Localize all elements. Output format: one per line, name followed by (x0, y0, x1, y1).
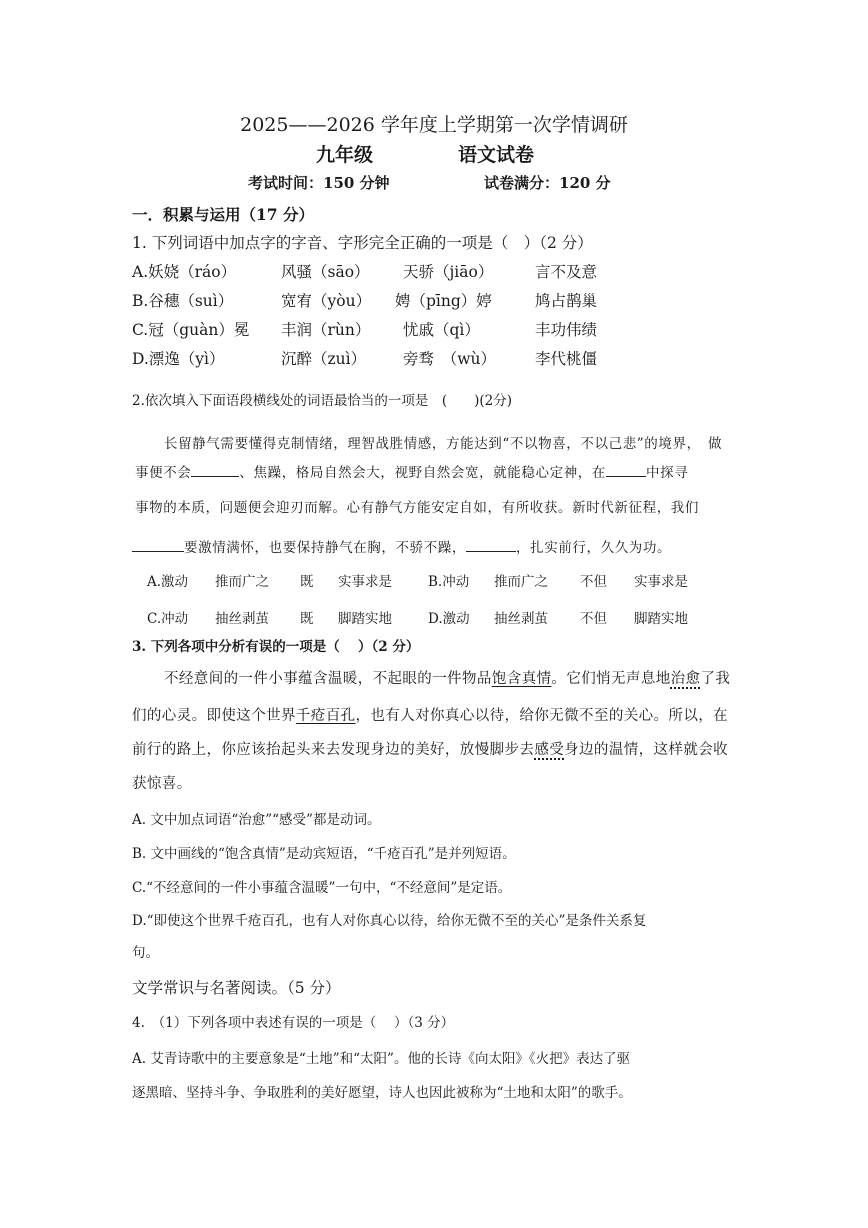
q2-option-d-word2: 抽丝剥茧 (494, 611, 548, 627)
q2-option-d-word3: 不但 (580, 611, 607, 627)
q1-option-c1: C.冠（guàn）冕 (132, 321, 250, 339)
q2-passage-line-3: 事物的本质，问题便会迎刃而解。心有静气方能安定自如，有所收获。新时代新征程，我们 (135, 500, 699, 516)
grade-label: 九年级 (316, 144, 374, 166)
q3-option-c: C.“不经意间的一件小事蕴含温暖”一句中，“不经意间”是定语。 (132, 880, 512, 896)
q3-text: 不经意间的一件小事蕴含温暖，不起眼的一件物品 (164, 671, 492, 687)
q2-passage-line-1: 长留静气需要懂得克制情绪，理智战胜情感，方能达到“不以物喜，不以己悲”的境界， 做 (164, 436, 723, 452)
q1-option-c3: 忧戚（qì） (403, 321, 480, 339)
q1-option-b3: 娉（pīng）婷 (395, 292, 492, 310)
exam-title: 2025——2026 学年度上学期第一次学情调研 (240, 114, 628, 136)
q2-option-d-word4: 脚踏实地 (634, 611, 688, 627)
q2-option-c-word1: C.冲动 (147, 611, 189, 627)
q3-option-a: A. 文中加点词语“治愈”“感受”都是动词。 (132, 812, 381, 828)
section-title: 一．积累与运用（17 分） (132, 205, 314, 224)
q2-option-a-word3: 既 (300, 574, 314, 590)
q1-option-a3: 天骄（jiāo） (403, 263, 494, 281)
q3-text: 前行的路上，你应该抬起头来去发现身边的美好，放慢脚步去 (132, 742, 535, 758)
q3-passage-line-4: 获惊喜。 (132, 776, 192, 792)
q2-text: 事便不会 (135, 465, 192, 481)
q1-option-b4: 鸠占鹊巢 (535, 292, 598, 310)
question-1-stem: 1. 下列词语中加点字的字音、字形完全正确的一项是（ ）（2 分） (132, 234, 593, 252)
q1-option-c4: 丰功伟绩 (535, 321, 598, 339)
q1-option-a4: 言不及意 (535, 263, 598, 281)
q3-text: 身边的温情，这样就会收 (564, 742, 729, 758)
question-3-stem: 3. 下列各项中分析有误的一项是（ ）（2 分） (132, 639, 420, 655)
q2-passage-line-2 (135, 461, 688, 481)
full-score: 试卷满分：120 分 (484, 174, 611, 192)
q3-passage-line-3 (132, 738, 728, 759)
q2-option-a-word1: A.激动 (147, 574, 189, 590)
q2-option-b-word2: 推而广之 (494, 574, 548, 590)
q2-option-b-word3: 不但 (580, 574, 607, 590)
q1-option-b1: B.谷穗（suì） (132, 292, 234, 310)
q1-option-c2: 丰润（rùn） (281, 321, 371, 339)
q1-option-d2: 沉醉（zuì） (281, 350, 367, 368)
q2-option-c-word4: 脚踏实地 (338, 611, 392, 627)
q1-option-d3: 旁骛 （wù） (403, 350, 497, 368)
q3-underlined-phrase: 千疮百孔 (295, 708, 356, 724)
q2-text: ，扎实前行，久久为功。 (516, 540, 672, 556)
q2-option-a-word4: 实事求是 (338, 574, 392, 590)
question-4-stem: 4. （1）下列各项中表述有误的一项是（ ）（3 分） (132, 1015, 455, 1031)
q1-option-a1: A.妖娆（ráo） (132, 263, 237, 281)
q3-text: 们的心灵。即使这个世界 (132, 708, 296, 724)
question-2-stem: 2.依次填入下面语段横线处的词语最恰当的一项是 ( )(2分) (132, 393, 513, 409)
q1-option-a2: 风骚（sāo） (281, 263, 370, 281)
q2-text: 、焦躁，格局自然会大，视野自然会宽，就能稳心定神，在 (239, 465, 607, 481)
q3-option-d-line-1: D.“即使这个世界千疮百孔，也有人对你真心以待，给你无微不至的关心”是条件关系复 (132, 913, 647, 929)
q1-option-b2: 宽宥（yòu） (281, 292, 372, 310)
fill-blank (191, 462, 239, 477)
q2-option-a-word2: 推而广之 (215, 574, 269, 590)
q1-option-d4: 李代桃僵 (535, 350, 598, 368)
q2-passage-line-4 (132, 536, 671, 556)
q3-text: ，也有人对你真心以待，给你无微不至的关心。所以，在 (355, 708, 729, 724)
q3-option-b: B. 文中画线的“饱含真情”是动宾短语，“千疮百孔”是并列短语。 (132, 846, 516, 862)
fill-blank (132, 537, 184, 552)
q2-text: 中探寻 (646, 465, 689, 481)
q3-dotted-word: 感受 (534, 742, 565, 758)
q3-underlined-phrase: 饱含真情 (491, 671, 552, 687)
q3-text: 了我 (700, 671, 731, 687)
subject-label: 语文试卷 (458, 144, 535, 166)
literature-section-title: 文学常识与名著阅读。（5 分） (132, 979, 341, 997)
q3-option-d-line-2: 句。 (132, 945, 159, 961)
q2-text: 要激情满怀，也要保持静气在胸，不骄不躁， (184, 540, 466, 556)
q3-passage-line-1 (164, 667, 730, 688)
fill-blank (606, 462, 646, 477)
q2-option-c-word3: 既 (300, 611, 314, 627)
q3-passage-line-2 (132, 704, 728, 725)
q1-option-d1: D.漂逸（yì） (132, 350, 225, 368)
q2-option-b-word4: 实事求是 (634, 574, 688, 590)
q3-dotted-word: 治愈 (670, 671, 701, 687)
fill-blank (466, 537, 516, 552)
q2-option-d-word1: D.激动 (428, 611, 470, 627)
q2-option-b-word1: B.冲动 (428, 574, 470, 590)
q3-text: 。它们悄无声息地 (551, 671, 671, 687)
q4-option-a-line-1: A. 艾青诗歌中的主要意象是“土地”和“太阳”。他的长诗《向太阳》《火把》表达了驱 (132, 1051, 631, 1067)
exam-time: 考试时间：150 分钟 (248, 174, 390, 192)
q2-option-c-word2: 抽丝剥茧 (215, 611, 269, 627)
q4-option-a-line-2: 逐黑暗、坚持斗争、争取胜利的美好愿望，诗人也因此被称为“土地和太阳”的歌手。 (132, 1085, 632, 1101)
